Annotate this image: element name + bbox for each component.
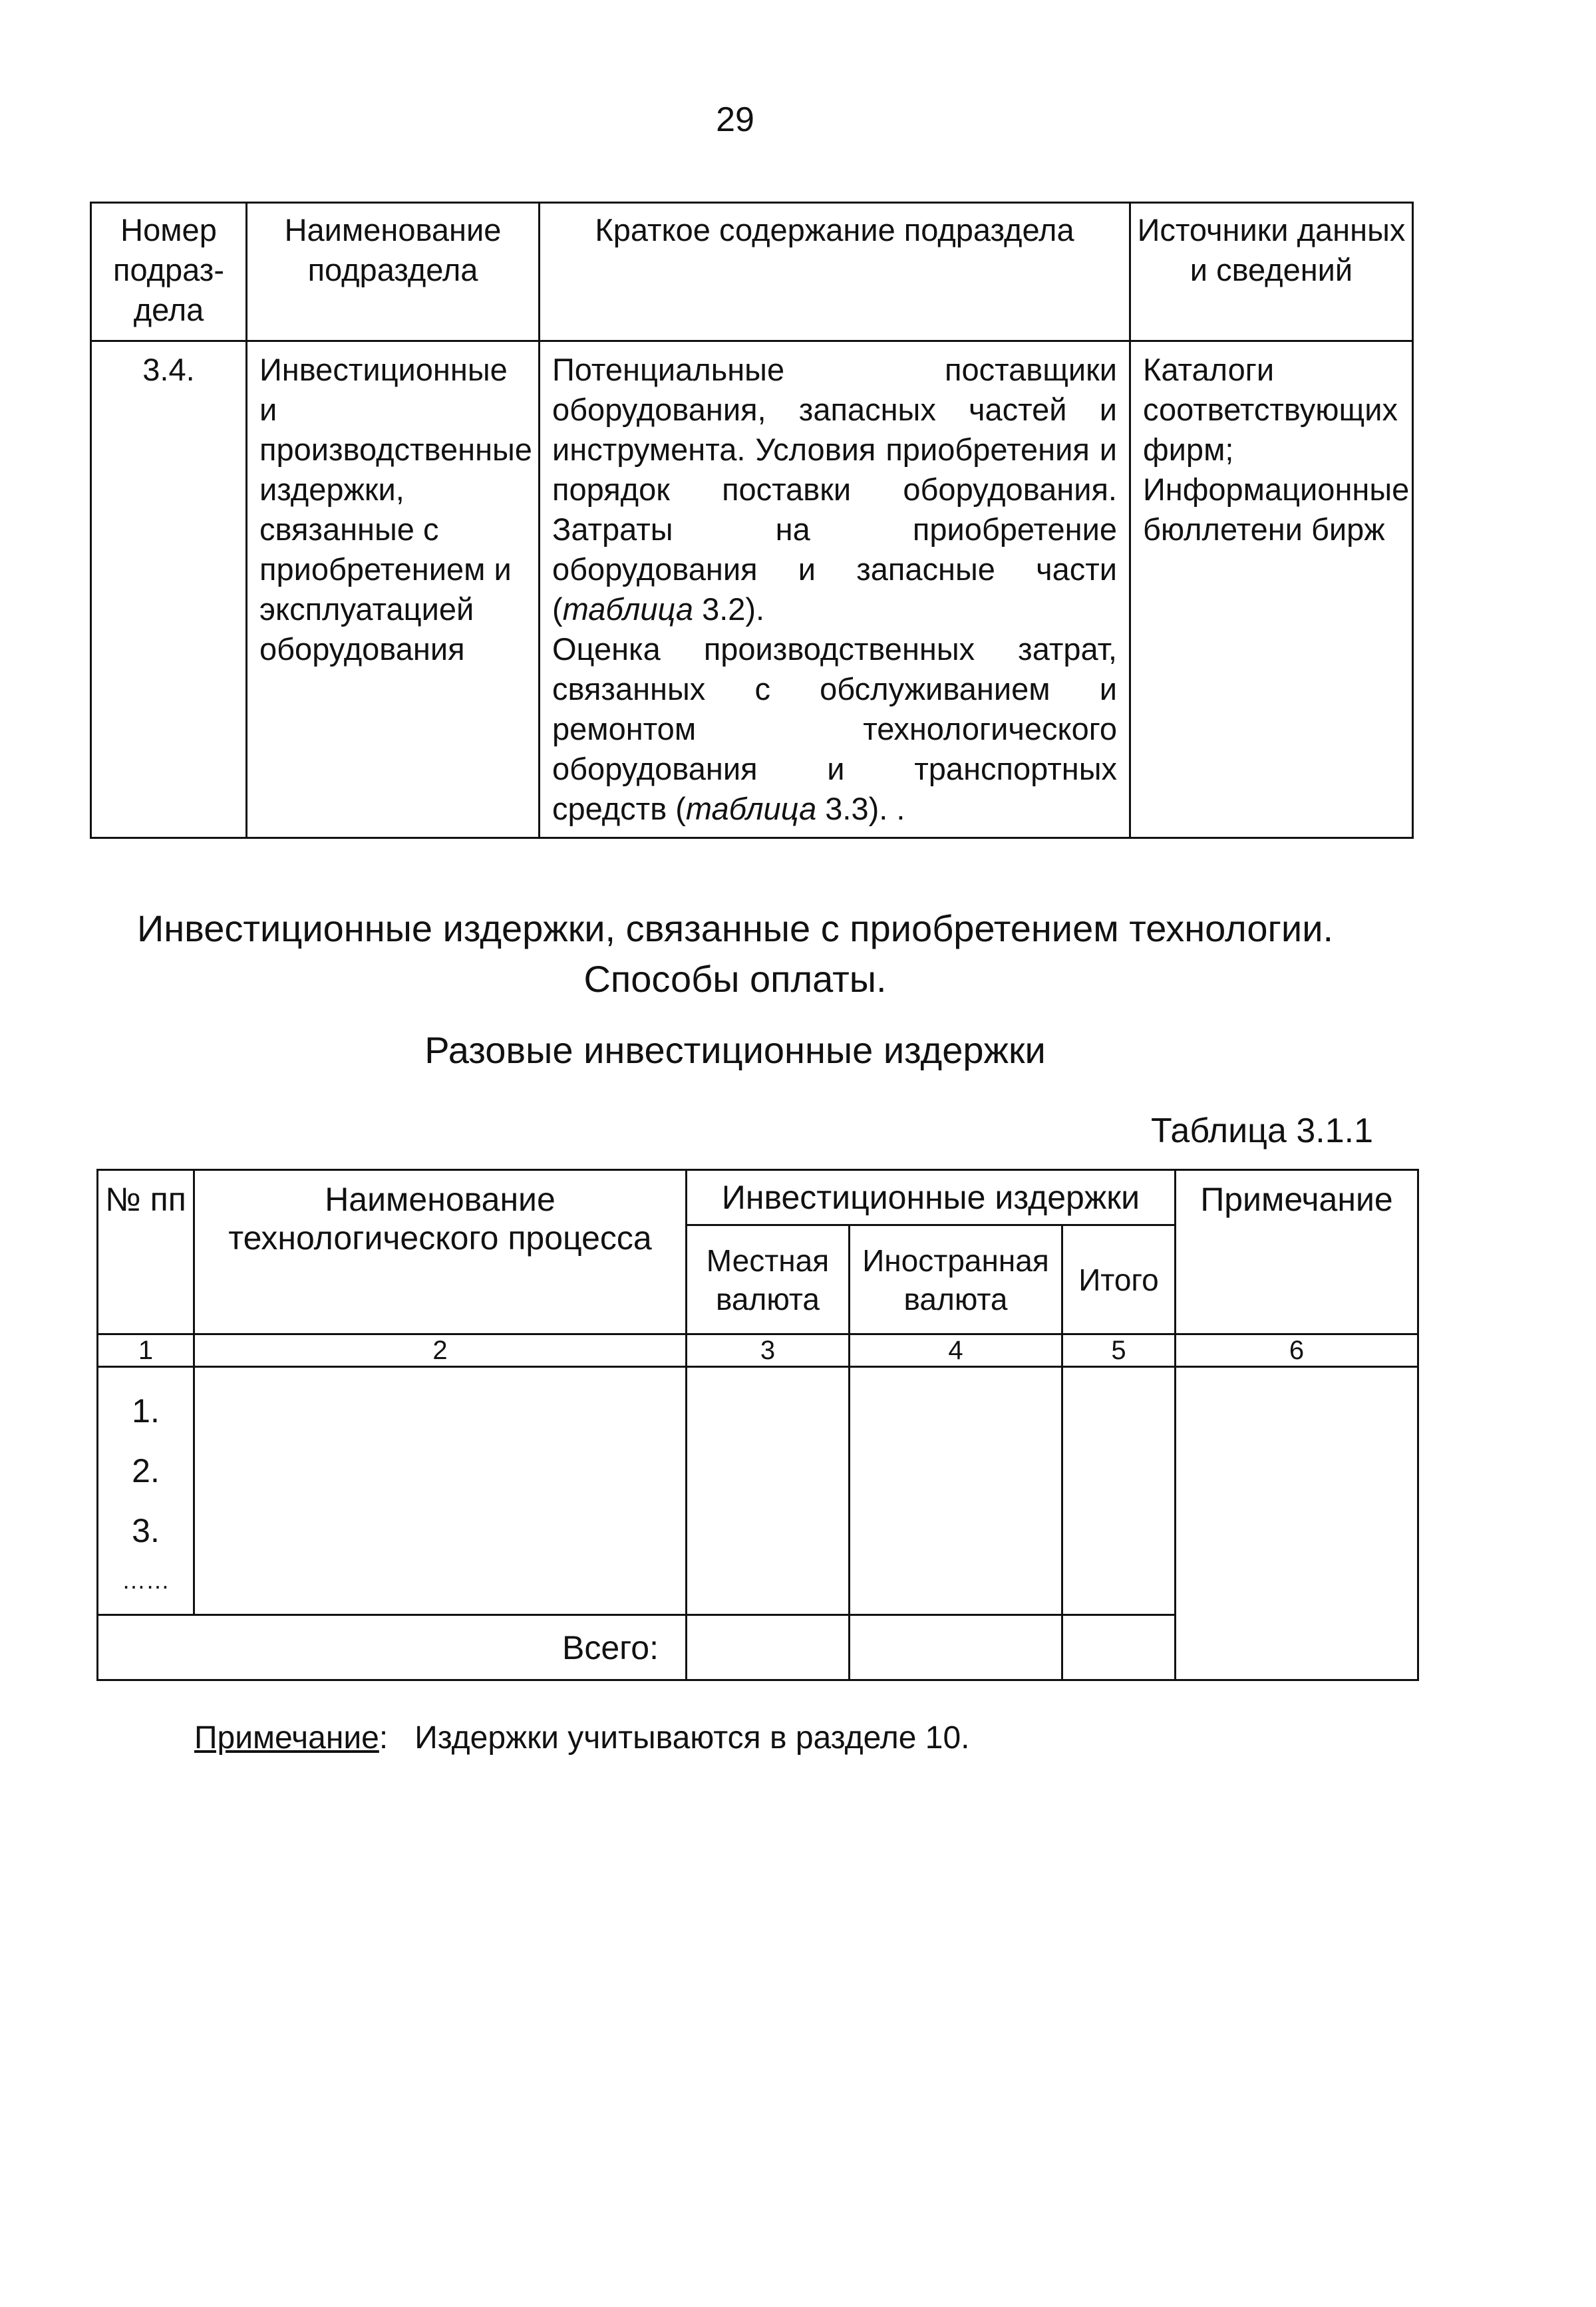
total-cell [1062,1367,1176,1615]
header-content: Краткое содержание подраздела [540,203,1130,341]
column-number-row [98,1334,1418,1367]
column-number: 2 [194,1334,687,1367]
row-number: 2. [132,1452,160,1489]
row-sources: Каталоги соответствующих фирм; Информационные бюллетени бирж [1130,341,1413,838]
column-number: 3 [687,1334,850,1367]
row-name: Инвестиционные и производственные издержки, связанные с приобретением и эксплуатацией оборудования [247,341,540,838]
header-note: Примечание [1176,1170,1418,1334]
section-title: Инвестиционные издержки, связанные с приобретением технологии. Способы оплаты. [136,907,1334,1000]
header-foreign: Иностранная валюта [850,1225,1062,1334]
subsection-table [90,202,1414,839]
local-cell [687,1367,850,1615]
row-content [540,341,1130,838]
note-label: Примечание [194,1720,379,1756]
table-label: Таблица 3.1.1 [1151,1112,1373,1150]
row-numbers [98,1367,194,1615]
column-number: 4 [850,1334,1062,1367]
content-paragraph-1: Потенциальные поставщики оборудования, запасных частей и инструмента. Условия приобретения и порядок поставки оборудования. Затраты на приобретение оборудования и запасные части (таблица 3.2). [552,352,1117,627]
table-body-row [98,1367,1418,1615]
note-text: Издержки учитываются в разделе 10. [414,1720,970,1756]
total-foreign-cell [850,1615,1062,1680]
process-cell [194,1367,687,1615]
content-paragraph-2: Оценка производственных затрат, связанных с обслуживанием и ремонтом технологического оборудования и транспортных средств (таблица 3.3). . [552,631,1117,826]
header-process: Наименование технологического процесса [194,1170,687,1334]
row-number: 1. [132,1392,160,1430]
row-number: …… [122,1567,170,1594]
header-investment: Инвестиционные издержки [687,1170,1176,1225]
foreign-cell [850,1367,1062,1615]
table-header-row [91,203,1413,341]
header-name: Наименование подраздела [247,203,540,341]
header-local: Местная валюта [687,1225,850,1334]
header-num: № пп [98,1170,194,1334]
header-number: Номер подраз-дела [91,203,247,341]
total-local-cell [687,1615,850,1680]
header-sources: Источники данных и сведений [1130,203,1413,341]
header-total: Итого [1062,1225,1176,1334]
table-row [91,341,1413,838]
column-number: 1 [98,1334,194,1367]
column-number: 6 [1176,1334,1418,1367]
page-number: 29 [716,100,754,139]
investment-costs-table [96,1169,1419,1681]
total-label: Всего: [98,1615,687,1680]
total-sum-cell [1062,1615,1176,1680]
note-cell [1176,1367,1418,1680]
row-number: 3.4. [91,341,247,838]
column-number: 5 [1062,1334,1176,1367]
header-row-1 [98,1170,1418,1225]
footnote: Примечание: Издержки учитываются в разделе 10. [194,1720,970,1756]
row-number: 3. [132,1512,160,1549]
subtitle: Разовые инвестиционные издержки [424,1029,1046,1071]
